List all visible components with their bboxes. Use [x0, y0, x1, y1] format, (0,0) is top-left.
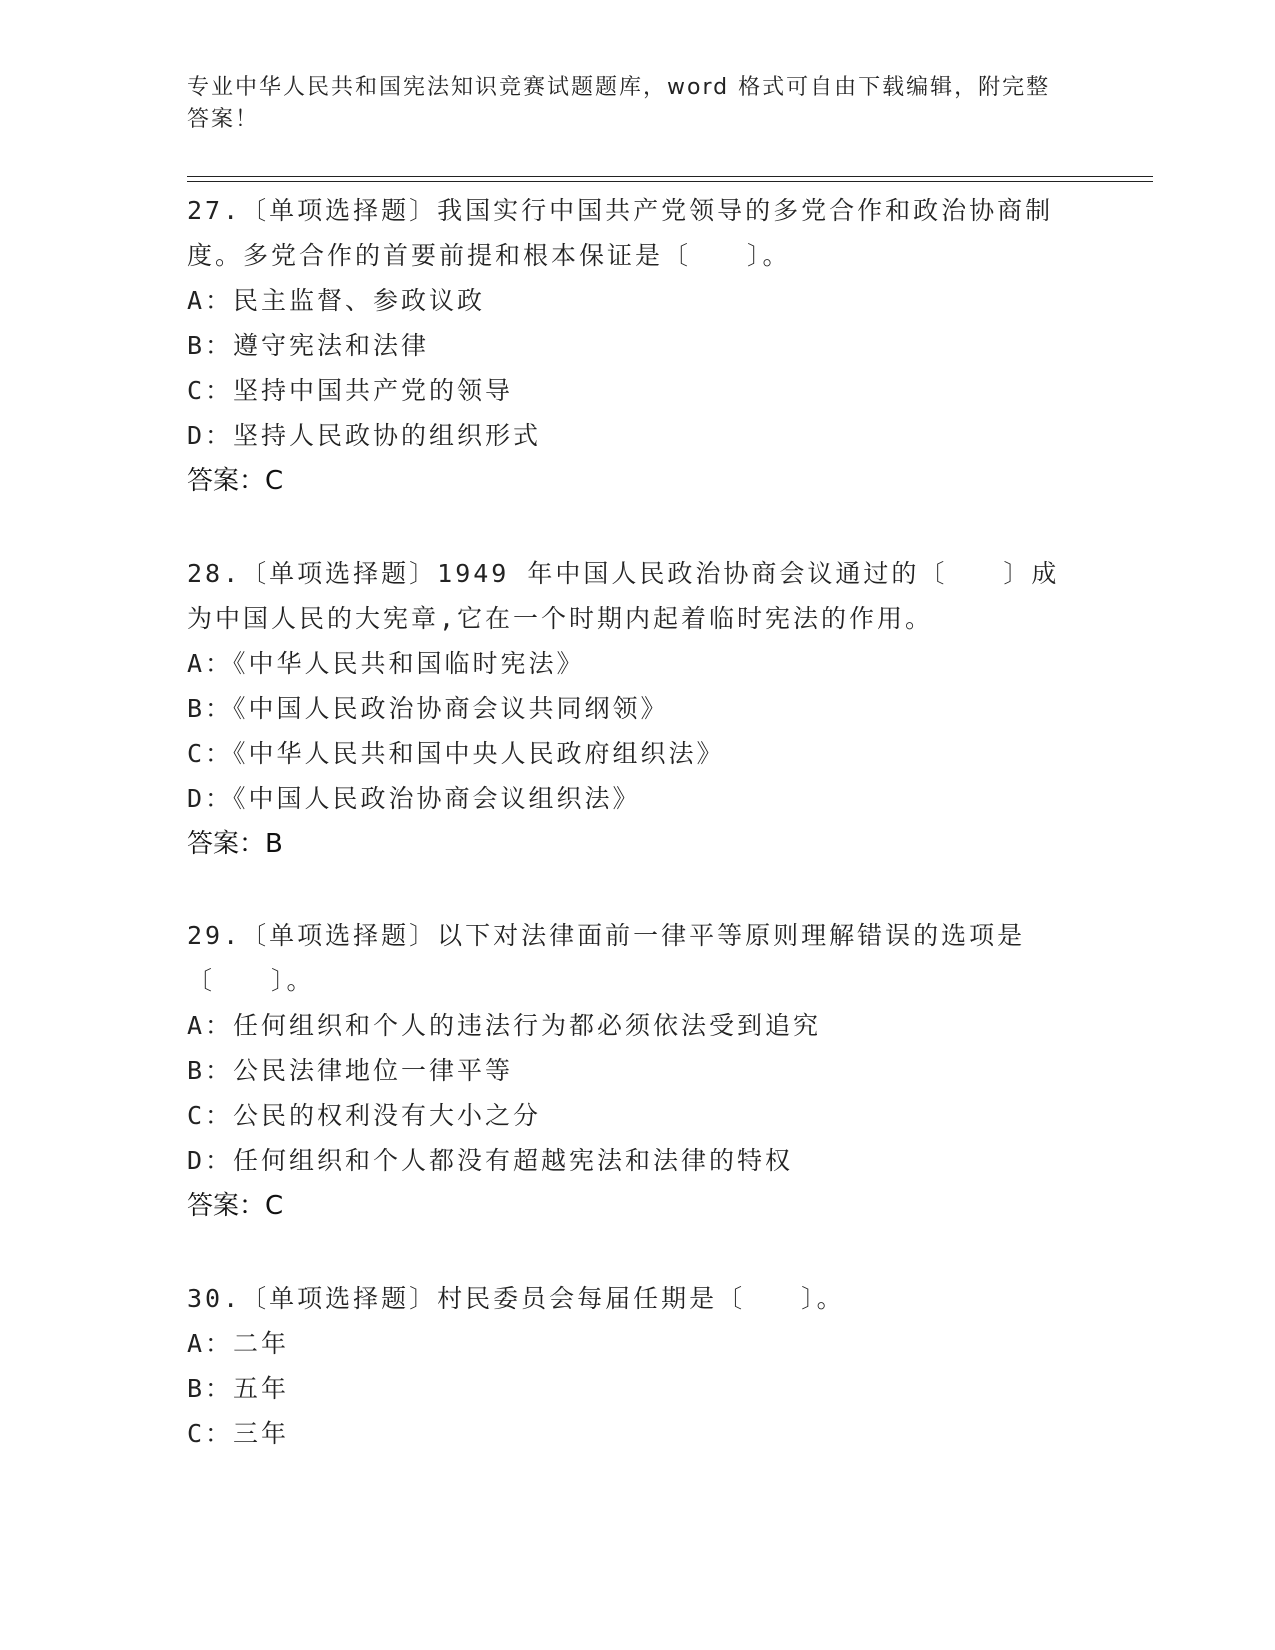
option-b: B：公民法律地位一律平等 [187, 1056, 514, 1085]
option-a: A：《中华人民共和国临时宪法》 [187, 649, 585, 678]
question-stem: 27.〔单项选择题〕我国实行中国共产党领导的多党合作和政治协商制度。多党合作的首要前提和根本保证是〔 〕。 [187, 196, 1054, 270]
answer: 答案：C [187, 466, 284, 496]
option-c: C：《中华人民共和国中央人民政府组织法》 [187, 739, 725, 768]
option-a: A：任何组织和个人的违法行为都必须依法受到追究 [187, 1011, 822, 1040]
header-divider-bottom [187, 181, 1153, 182]
answer: 答案：B [187, 829, 283, 859]
option-a: A：二年 [187, 1329, 290, 1358]
question-27 [187, 188, 1087, 504]
option-b: B：五年 [187, 1374, 290, 1403]
option-c: C：三年 [187, 1419, 290, 1448]
question-29 [187, 913, 1087, 1229]
answer: 答案：C [187, 1191, 284, 1221]
option-b: B：遵守宪法和法律 [187, 331, 430, 360]
question-30 [187, 1276, 1087, 1456]
question-28 [187, 551, 1087, 867]
option-d: D：《中国人民政治协商会议组织法》 [187, 784, 641, 813]
option-d: D：坚持人民政协的组织形式 [187, 421, 542, 450]
option-c: C：坚持中国共产党的领导 [187, 376, 514, 405]
option-c: C：公民的权利没有大小之分 [187, 1101, 542, 1130]
option-a: A：民主监督、参政议政 [187, 286, 486, 315]
question-stem: 29.〔单项选择题〕以下对法律面前一律平等原则理解错误的选项是〔 〕。 [187, 921, 1026, 995]
header-divider-top [187, 176, 1153, 177]
question-stem: 28.〔单项选择题〕1949 年中国人民政治协商会议通过的〔 〕成为中国人民的大宪章,它在一个时期内起着临时宪法的作用。 [187, 559, 1060, 633]
document-header: 专业中华人民共和国宪法知识竞赛试题题库，word 格式可自由下载编辑，附完整答案！ [187, 75, 1051, 132]
question-stem: 30.〔单项选择题〕村民委员会每届任期是〔 〕。 [187, 1284, 845, 1313]
option-b: B：《中国人民政治协商会议共同纲领》 [187, 694, 669, 723]
option-d: D：任何组织和个人都没有超越宪法和法律的特权 [187, 1146, 794, 1175]
